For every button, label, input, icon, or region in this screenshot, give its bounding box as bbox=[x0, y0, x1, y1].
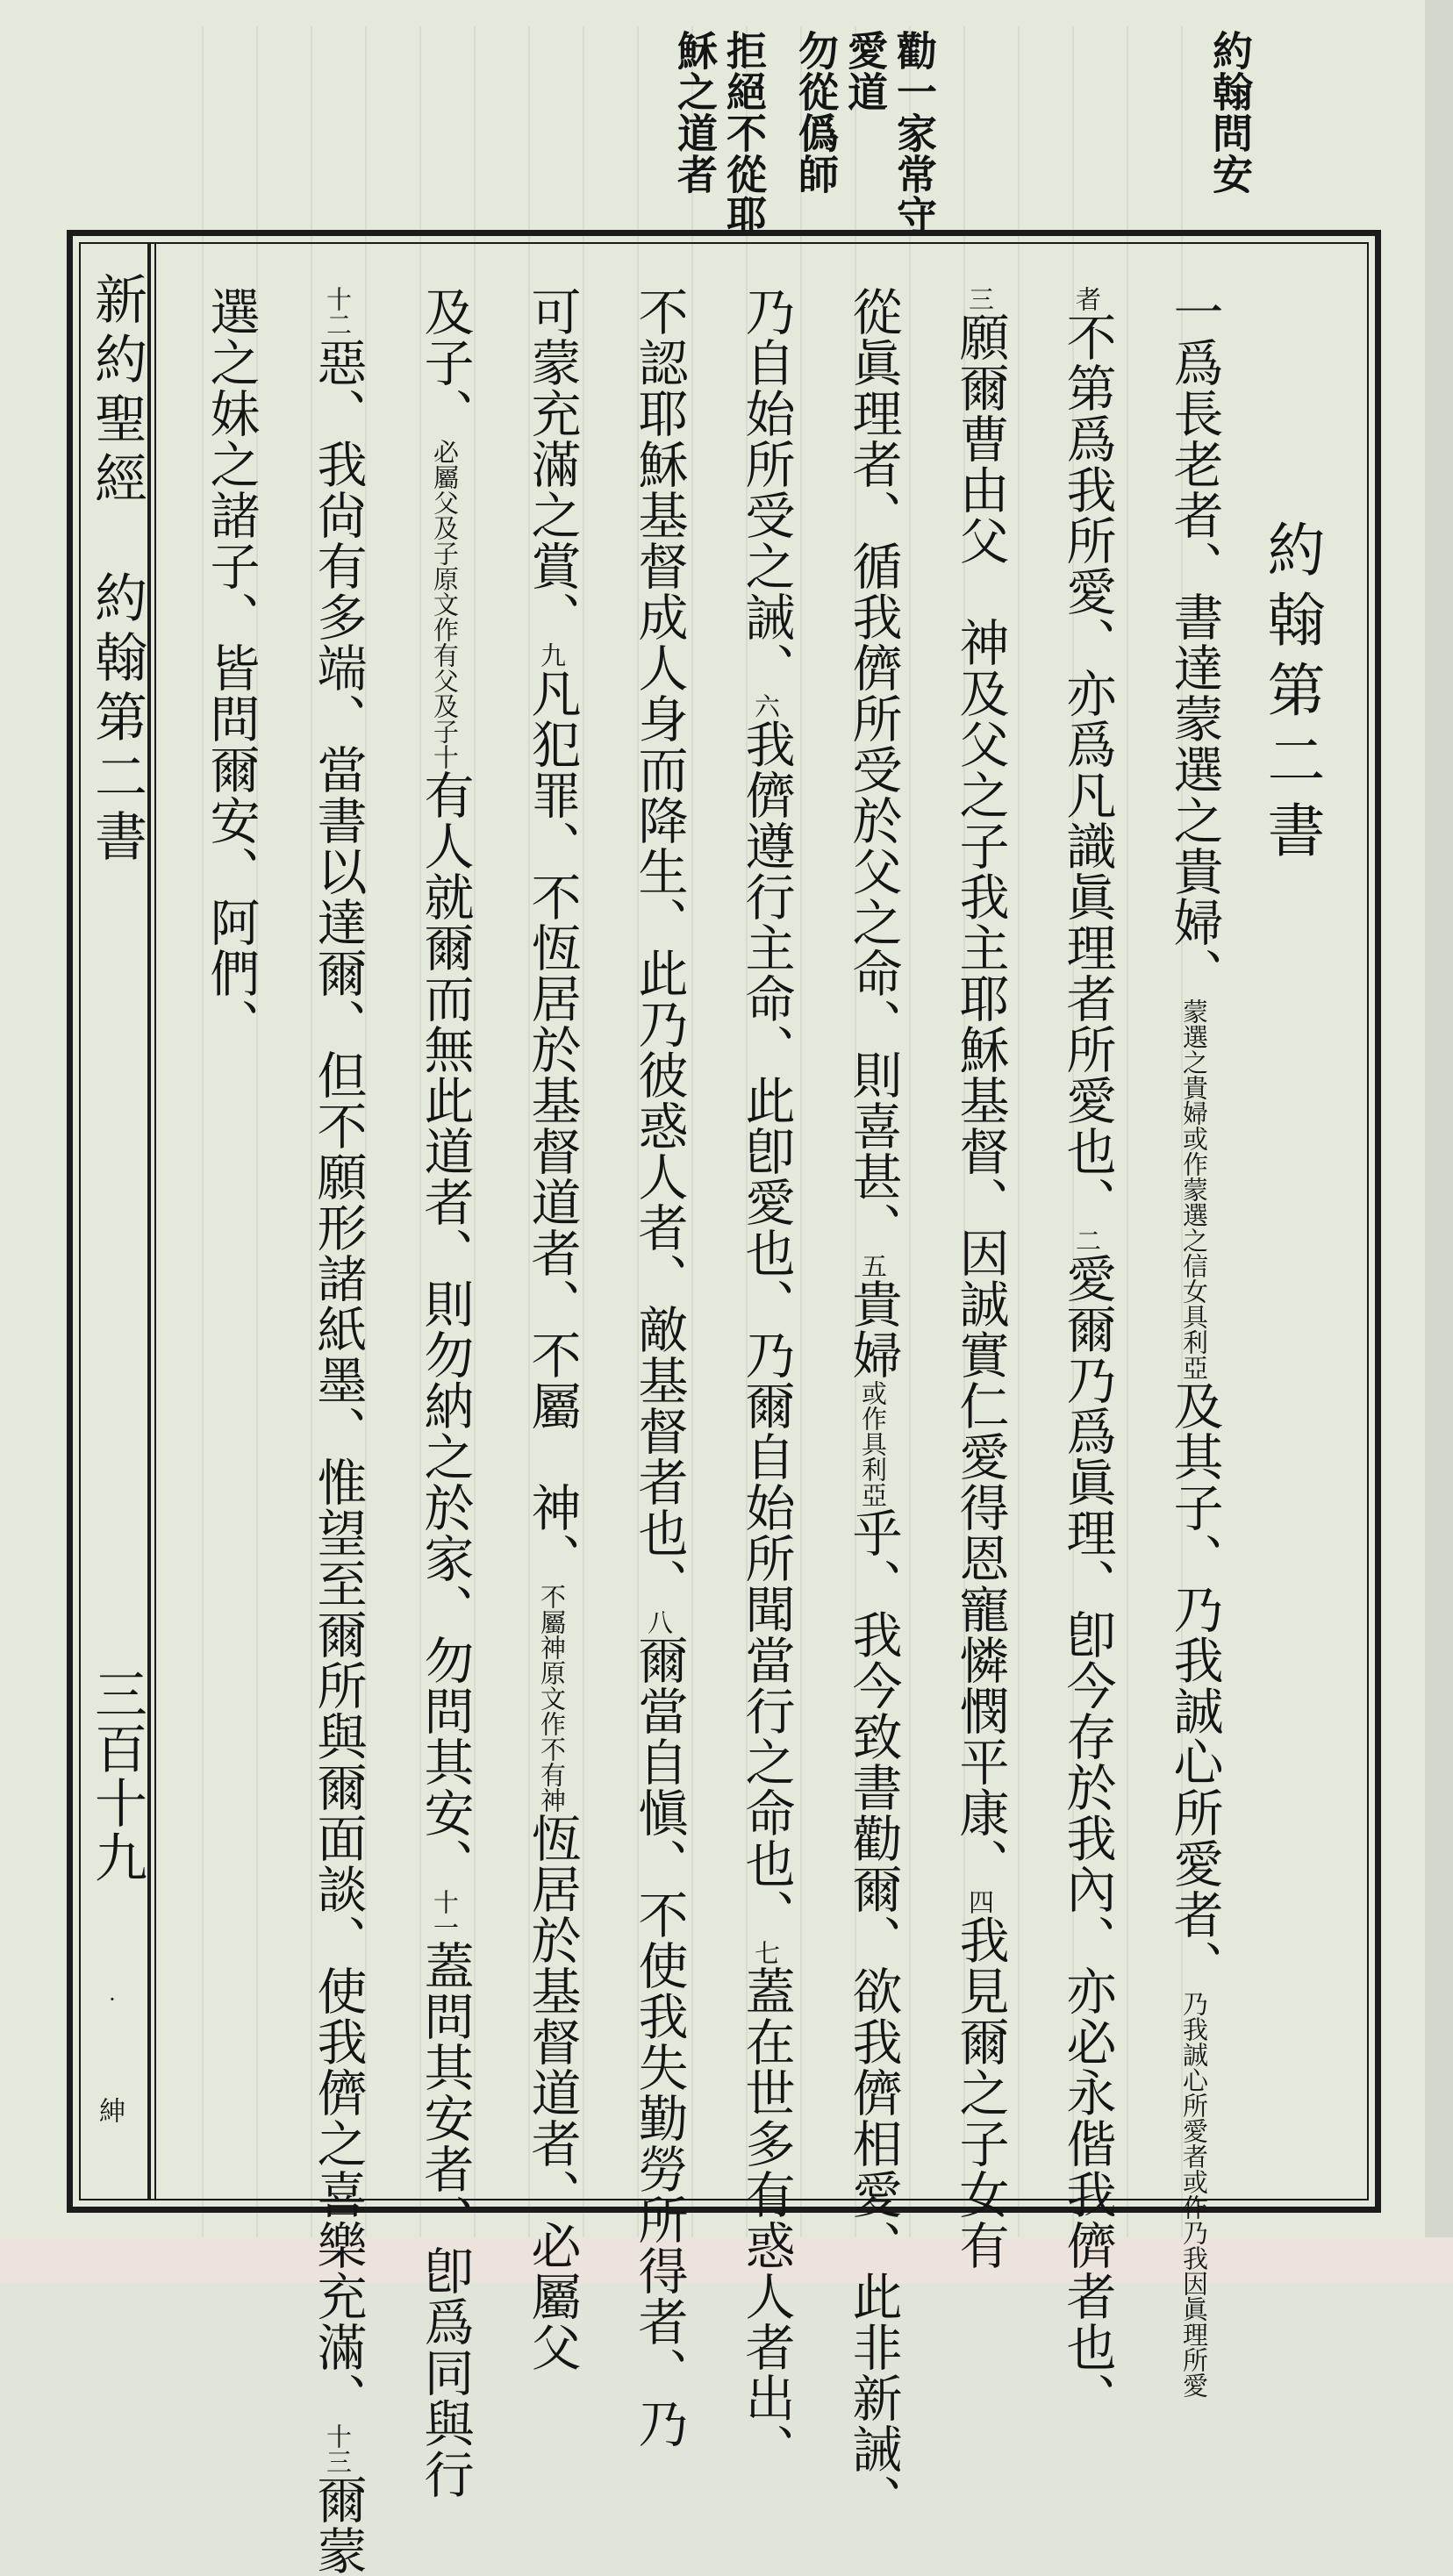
page-edge-right bbox=[1425, 0, 1453, 2283]
annotation: 者 bbox=[1072, 286, 1102, 311]
verse-text: 凡犯罪、不恆居於基督道者、不屬 神、 bbox=[523, 668, 581, 1584]
annotation: 或作具利亞 bbox=[858, 1380, 888, 1507]
margin-note: 勸一家常守 bbox=[891, 30, 938, 236]
annotation: 七 bbox=[751, 1940, 781, 1965]
annotation: 三 bbox=[965, 286, 995, 311]
verse-text: 有人就爾而無此道者、則勿納之於家、勿問其安、 bbox=[416, 769, 474, 1889]
annotation: 十一 bbox=[430, 1889, 460, 1940]
margin-note: 穌之道者 bbox=[671, 30, 719, 195]
verse-text: 爾蒙 bbox=[309, 2474, 367, 2576]
verse-text: 一 bbox=[1165, 286, 1223, 337]
margin-column-rule-thin bbox=[154, 244, 156, 2199]
annotation: 蒙選之貴婦或作蒙選之信女具利亞 bbox=[1179, 998, 1209, 1380]
margin-note: 約翰問安 bbox=[1206, 30, 1254, 195]
verse-text: 惡、我尙有多端、當書以達爾、但不願形諸紙墨、惟望至爾所與爾面談、使我儕之喜樂充滿、 bbox=[309, 337, 367, 2423]
text-column bbox=[737, 286, 795, 2474]
verse-text: 乎、我今致書勸爾、欲我儕相愛、此非新誡、 bbox=[844, 1507, 902, 2525]
annotation: 九 bbox=[537, 642, 567, 668]
verse-text: 蓋在世多有惑人者出、 bbox=[737, 1965, 795, 2474]
chapter-heading: 約翰第二書 bbox=[1257, 519, 1325, 870]
annotation: 十三 bbox=[323, 2423, 353, 2474]
margin-note: 愛道 bbox=[841, 30, 889, 112]
page-dot: · bbox=[100, 1987, 125, 2012]
verse-text: 及子、 bbox=[416, 286, 474, 439]
annotation: 必屬父及子原文作有父及子 bbox=[430, 439, 460, 744]
text-column bbox=[1165, 286, 1223, 2398]
text-column bbox=[630, 286, 688, 2449]
verse-text: 蓋問其安者、卽爲同與行 bbox=[416, 1940, 474, 2500]
annotation: 五 bbox=[858, 1253, 888, 1278]
verse-text: 我儕遵行主命、此卽愛也、乃爾自始所聞當行之命也、 bbox=[737, 719, 795, 1940]
verse-text: 從眞理者、循我儕所受於父之命、則喜甚、 bbox=[844, 286, 902, 1253]
verse-text: 愛爾乃爲眞理、卽今存於我內、亦必永偕我儕者也、 bbox=[1058, 1253, 1116, 2423]
running-title: 新約聖經 約翰第二書 bbox=[86, 272, 147, 869]
annotation: 十二 bbox=[323, 286, 353, 337]
text-column bbox=[951, 286, 1009, 2271]
page-number: 三百十九 bbox=[86, 1667, 147, 1885]
text-column bbox=[416, 286, 474, 2500]
margin-note: 勿從僞師 bbox=[792, 30, 840, 195]
verse-text: 我見爾之子女有 bbox=[951, 1914, 1009, 2271]
verse-text: 可蒙充滿之賞、 bbox=[523, 286, 581, 642]
annotation: 十 bbox=[430, 744, 460, 769]
text-column bbox=[309, 286, 367, 2576]
text-column bbox=[844, 286, 902, 2525]
annotation: 六 bbox=[751, 693, 781, 719]
verse-text: 願爾曹由父 神及父之子我主耶穌基督、因誠實仁愛得恩寵憐憫平康、 bbox=[951, 311, 1009, 1889]
annotation: 四 bbox=[965, 1889, 995, 1914]
annotation: 八 bbox=[644, 1609, 674, 1635]
text-column bbox=[1058, 286, 1116, 2423]
verse-text: 恆居於基督道者、必屬父 bbox=[523, 1813, 581, 2372]
verse-text: 貴婦 bbox=[844, 1278, 902, 1380]
signature-mark: 紳 bbox=[94, 2097, 125, 2123]
verse-text: 不認耶穌基督成人身而降生、此乃彼惑人者、敵基督者也、 bbox=[630, 286, 688, 1609]
verse-text: 不第爲我所愛、亦爲凡識眞理者所愛也、 bbox=[1058, 311, 1116, 1227]
verse-text: 爲長老者、書達蒙選之貴婦、 bbox=[1165, 337, 1223, 998]
text-column bbox=[523, 286, 581, 2372]
page-edge-bottom bbox=[0, 2237, 1453, 2283]
annotation: 不屬神原文作不有神 bbox=[537, 1584, 567, 1813]
margin-note: 拒絕不從耶 bbox=[720, 30, 768, 236]
verse-text: 爾當自愼、不使我失勤勞所得者、乃 bbox=[630, 1635, 688, 2449]
annotation: 二 bbox=[1072, 1227, 1102, 1253]
verse-text: 及其子、乃我誠心所愛者、 bbox=[1165, 1380, 1223, 1991]
text-column bbox=[202, 286, 260, 1049]
margin-column-rule bbox=[147, 244, 151, 2199]
verse-text: 乃自始所受之誡、 bbox=[737, 286, 795, 693]
verse-text: 選之妹之諸子、皆問爾安、阿們、 bbox=[202, 286, 260, 1049]
annotation: 乃我誠心所愛者或作乃我因眞理所愛 bbox=[1179, 1991, 1209, 2398]
